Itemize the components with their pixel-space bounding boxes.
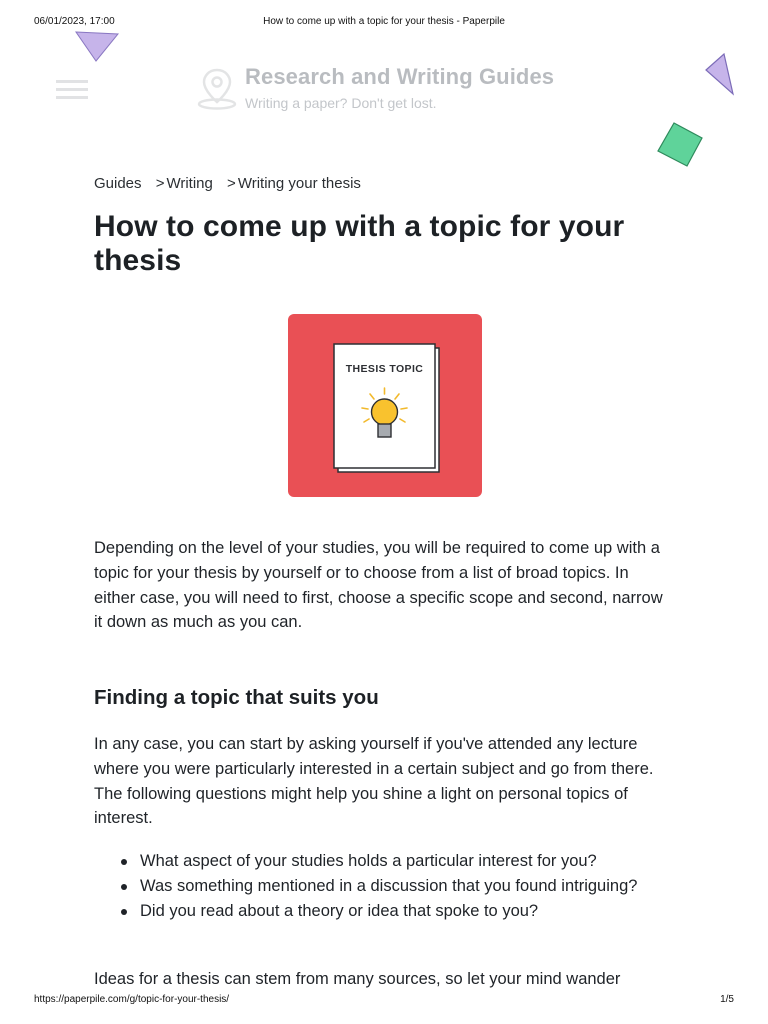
print-url: https://paperpile.com/g/topic-for-your-thesis/ <box>34 994 230 1005</box>
bullet-dot <box>121 859 127 865</box>
list-item <box>94 849 674 874</box>
breadcrumb-writing[interactable]: Writing <box>166 175 213 192</box>
print-page-title: How to come up with a topic for your thesis - Paperpile <box>263 16 505 27</box>
list-item-text: Did you read about a theory or idea that spoke to you? <box>140 902 539 920</box>
breadcrumb-separator: > <box>155 175 165 192</box>
question-list <box>94 849 674 924</box>
hero-label: THESIS TOPIC <box>345 363 424 375</box>
hamburger-menu-icon[interactable] <box>56 78 88 100</box>
list-item <box>94 899 674 924</box>
list-item-text: What aspect of your studies holds a particular interest for you? <box>140 852 597 870</box>
map-pin-icon <box>196 66 238 110</box>
thesis-document-illustration <box>288 314 482 497</box>
bullet-dot <box>121 884 127 890</box>
article-content <box>94 172 684 988</box>
section-paragraph: In any case, you can start by asking yourself if you've attended any lecture where you were particularly interested in a certain subject and go from there. The following questions might help you shine a light on personal topics of interest. <box>94 735 654 828</box>
breadcrumb <box>94 172 684 196</box>
breadcrumb-separator: > <box>227 175 236 192</box>
list-item-text: Was something mentioned in a discussion that you found intriguing? <box>140 877 638 895</box>
section-heading: Finding a topic that suits you <box>94 686 379 709</box>
print-datetime: 06/01/2023, 17:00 <box>34 16 115 27</box>
hero-illustration <box>288 314 482 497</box>
site-subtitle: Writing a paper? Don't get lost. <box>245 95 437 111</box>
site-title[interactable]: Research and Writing Guides <box>245 64 555 89</box>
print-page-number: 1/5 <box>720 994 734 1005</box>
confetti-green <box>654 120 706 170</box>
breadcrumb-guides[interactable]: Guides <box>94 175 142 192</box>
intro-paragraph: Depending on the level of your studies, you will be required to come up with a topic for your thesis by yourself or to choose from a list of broad topics. In either case, you will need to first, choose a specific scope and second, narrow it down as much as you can. <box>94 539 663 632</box>
bullet-dot <box>121 909 127 915</box>
list-item <box>94 874 674 899</box>
breadcrumb-writing-your-thesis[interactable]: Writing your thesis <box>237 175 361 192</box>
site-header <box>0 58 768 118</box>
page-title: How to come up with a topic for your thesis <box>94 210 625 277</box>
closing-paragraph: Ideas for a thesis can stem from many sources, so let your mind wander <box>94 970 621 988</box>
